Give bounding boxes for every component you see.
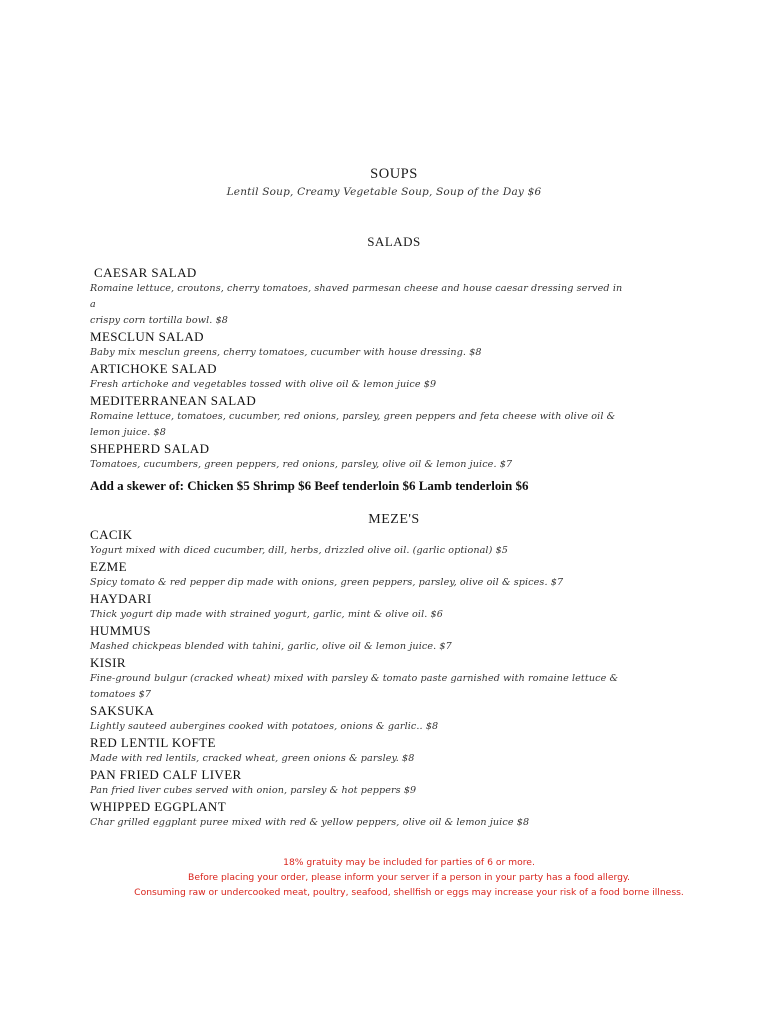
- footer-notice: [0, 855, 768, 900]
- allergy-notice: Before placing your order, please inform your server if a person in your party has a food allergy.: [188, 872, 630, 883]
- item-name: PAN FRIED CALF LIVER: [90, 767, 242, 782]
- soups-description: Lentil Soup, Creamy Vegetable Soup, Soup of the Day $6: [226, 186, 542, 198]
- item-description: Fine-ground bulgur (cracked wheat) mixed with parsley & tomato paste garnished with romaine lettuce &: [90, 673, 619, 684]
- gratuity-notice: 18% gratuity may be included for parties of 6 or more.: [283, 857, 535, 868]
- item-description: Tomatoes, cucumbers, green peppers, red onions, parsley, olive oil & lemon juice. $7: [90, 459, 513, 470]
- item-name: MEDITERRANEAN SALAD: [90, 393, 257, 408]
- item-name: HAYDARI: [90, 591, 152, 606]
- item-description: Made with red lentils, cracked wheat, green onions & parsley. $8: [90, 753, 415, 764]
- menu-item-cacik: [90, 527, 630, 559]
- item-description: crispy corn tortilla bowl. $8: [90, 315, 228, 326]
- item-description: Romaine lettuce, tomatoes, cucumber, red onions, parsley, green peppers and feta cheese with olive oil &: [90, 411, 616, 422]
- item-description: Yogurt mixed with diced cucumber, dill, herbs, drizzled olive oil. (garlic optional) $5: [90, 545, 508, 556]
- item-description: Pan fried liver cubes served with onion, parsley & hot peppers $9: [90, 785, 417, 796]
- item-description: Mashed chickpeas blended with tahini, garlic, olive oil & lemon juice. $7: [90, 641, 452, 652]
- item-name: CACIK: [90, 527, 133, 542]
- menu-item-saksuka: [90, 703, 630, 735]
- menu-item-haydari: [90, 591, 630, 623]
- food-safety-notice: Consuming raw or undercooked meat, poultry, seafood, shellfish or eggs may increase your risk of a food borne illness.: [134, 887, 684, 898]
- menu-item-shepherd-salad: [90, 441, 630, 473]
- item-name: CAESAR SALAD: [94, 265, 197, 280]
- item-description: Spicy tomato & red pepper dip made with onions, green peppers, parsley, olive oil & spices. $7: [90, 577, 564, 588]
- item-name: ARTICHOKE SALAD: [90, 361, 217, 376]
- menu-item-caesar-salad: [90, 265, 630, 329]
- menu-item-whipped-eggplant: [90, 799, 630, 831]
- salads-heading: SALADS: [367, 234, 421, 249]
- soups-heading: SOUPS: [370, 166, 418, 182]
- menu-item-pan-fried-calf-liver: [90, 767, 630, 799]
- item-description: Romaine lettuce, croutons, cherry tomatoes, shaved parmesan cheese and house caesar dressing served in a: [90, 283, 623, 310]
- item-description: tomatoes $7: [90, 689, 152, 700]
- item-description: Char grilled eggplant puree mixed with red & yellow peppers, olive oil & lemon juice $8: [90, 817, 530, 828]
- item-description: Baby mix mesclun greens, cherry tomatoes, cucumber with house dressing. $8: [90, 347, 482, 358]
- item-name: SAKSUKA: [90, 703, 155, 718]
- item-name: HUMMUS: [90, 623, 151, 638]
- item-description: Fresh artichoke and vegetables tossed with olive oil & lemon juice $9: [90, 379, 437, 390]
- menu-item-red-lentil-kofte: [90, 735, 630, 767]
- item-name: WHIPPED EGGPLANT: [90, 799, 227, 814]
- mezes-heading: MEZE'S: [368, 512, 420, 527]
- salads-list: [90, 265, 630, 473]
- skewer-addon-text: Add a skewer of: Chicken $5 Shrimp $6 Beef tenderloin $6 Lamb tenderloin $6: [90, 478, 529, 493]
- menu-item-kisir: [90, 655, 630, 703]
- menu-item-mesclun-salad: [90, 329, 630, 361]
- mezes-list: [90, 527, 630, 831]
- item-description: lemon juice. $8: [90, 427, 166, 438]
- item-name: RED LENTIL KOFTE: [90, 735, 216, 750]
- menu-item-artichoke-salad: [90, 361, 630, 393]
- item-name: MESCLUN SALAD: [90, 329, 204, 344]
- item-description: Thick yogurt dip made with strained yogurt, garlic, mint & olive oil. $6: [90, 609, 443, 620]
- item-name: KISIR: [90, 655, 126, 670]
- menu-item-mediterranean-salad: [90, 393, 630, 441]
- item-description: Lightly sauteed aubergines cooked with potatoes, onions & garlic.. $8: [90, 721, 439, 732]
- item-name: EZME: [90, 559, 127, 574]
- menu-item-ezme: [90, 559, 630, 591]
- menu-item-hummus: [90, 623, 630, 655]
- item-name: SHEPHERD SALAD: [90, 441, 210, 456]
